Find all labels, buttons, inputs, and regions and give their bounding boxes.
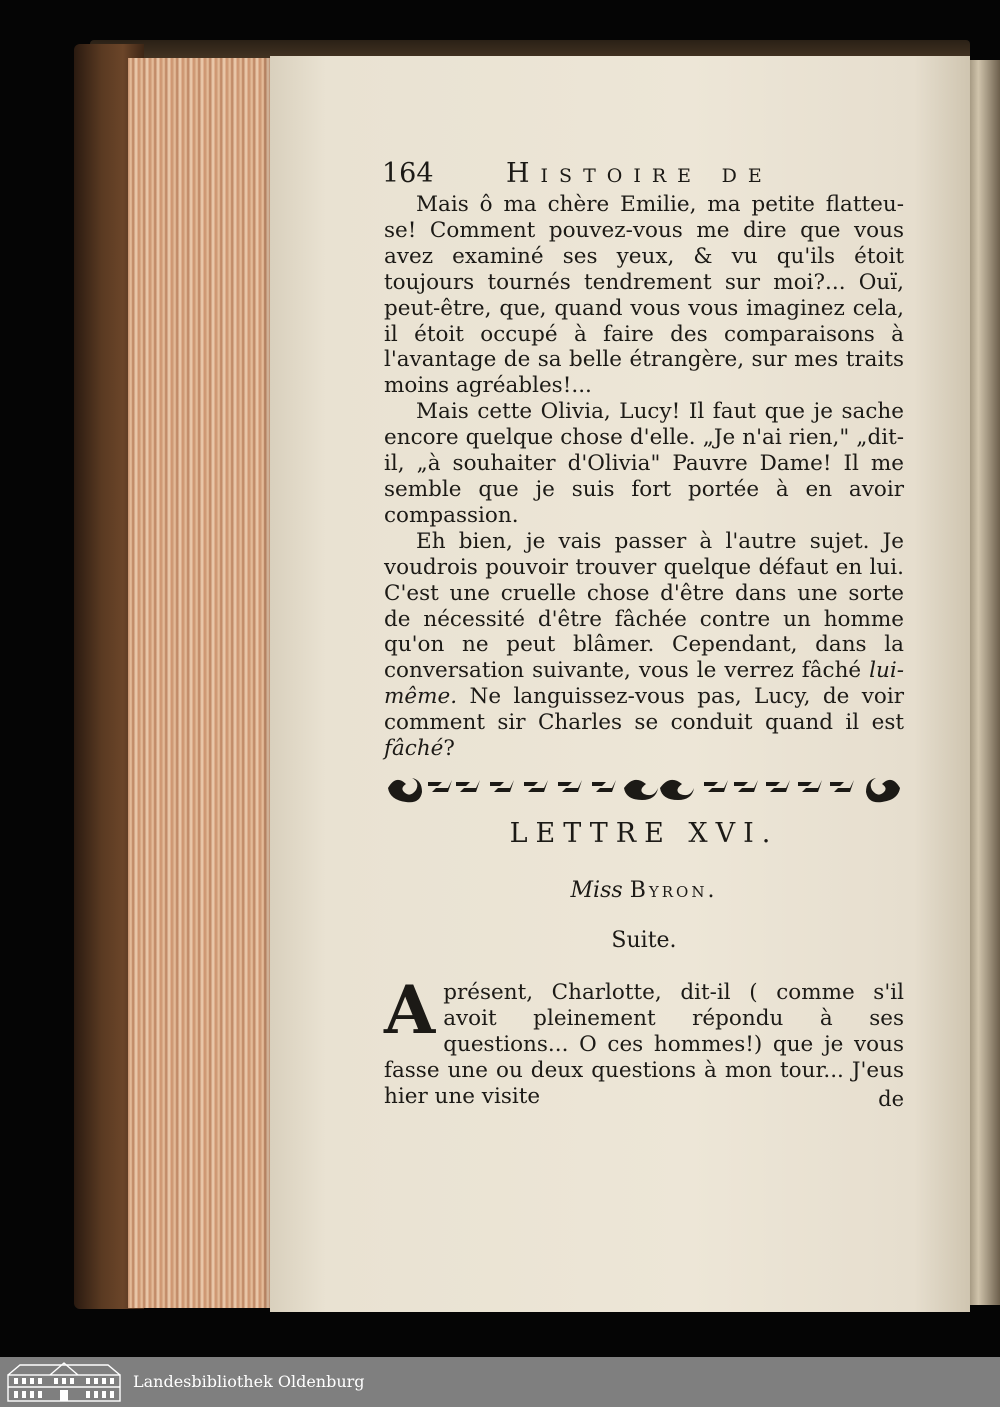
book-page: [270, 56, 970, 1312]
ornament-rule: [384, 770, 904, 806]
library-building-icon: [6, 1361, 122, 1403]
drop-cap: A: [384, 971, 436, 1049]
emphasis-lui-meme: lui-même.: [384, 658, 904, 710]
page-header: [382, 156, 916, 192]
catchword: de: [878, 1087, 904, 1111]
letter-correspondent: [384, 876, 904, 906]
library-footer: [0, 1357, 1000, 1407]
body-text: [384, 192, 904, 762]
paragraph-3-part-2: Ne languissez-vous pas, Lucy, de voir comment sir Charles se conduit quand il est: [384, 684, 905, 736]
paragraph-3-part-1: Eh bien, je vais passer à l'autre sujet. Je voudrois pouvoir trouver quelque défaut en lui. C'est une cruelle chose d'être dans une sorte de nécessité d'être fâchée contre un homme qu'on ne peut blâmer. Cependant, dans la conversation suivante, vous le verrez fâché: [384, 528, 904, 684]
library-name: Landesbibliothek Oldenburg: [133, 1372, 365, 1391]
running-title: Histoire de: [506, 158, 773, 189]
letter-text: présent, Charlotte, dit-il ( comme s'il avoit pleinement répondu à ses questions... O ces hommes!) que je vous fasse une ou deux questions à mon tour... J'eus hier une visite: [384, 980, 904, 1109]
correspondent-title: Miss: [570, 878, 623, 903]
letter-subheading: Suite.: [611, 928, 677, 953]
paragraph-1: Mais ô ma chère Emilie, ma petite flatteu-se! Comment pouvez-vous me dire que vous avez examiné ses yeux, & vu qu'ils étoit toujours tournés tendrement sur moi?... Ouï, peut-être, que, quand vous vous imaginez cela, il étoit occupé à faire des comparaisons à l'avantage de sa belle étrangère, sur mes traits moins agréables!...: [384, 192, 904, 399]
page-edges: [128, 58, 278, 1308]
letter-heading: LETTRE XVI.: [509, 818, 779, 849]
paragraph-3: [384, 529, 904, 762]
correspondent-name: Byron.: [629, 878, 718, 903]
page-number: 164: [382, 158, 434, 189]
paragraph-3-part-3: ?: [443, 736, 455, 762]
paragraph-2: Mais cette Olivia, Lucy! Il faut que je sache encore quelque chose d'elle. „Je n'ai rien," „dit-il, „à souhaiter d'Olivia" Pauvre Dame! Il me semble que je suis fort portée à en avoir compassion.: [384, 399, 904, 528]
emphasis-fache: fâché: [384, 736, 444, 762]
